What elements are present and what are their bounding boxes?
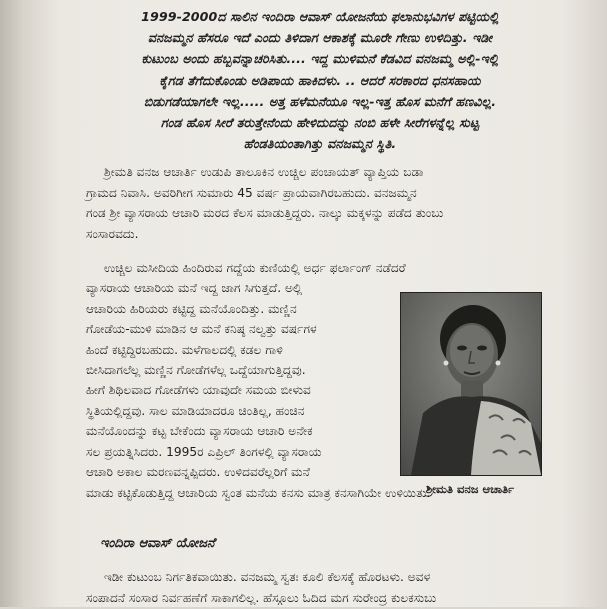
paragraph-1	[86, 162, 554, 244]
intro-line: ಬಿಡುಗಡೆಯಾಗಲೇ ಇಲ್ಲ..... ಅತ್ತ ಹಳೆಮನೆಯೂ ಇಲ್ಲ-ಇತ್ತ ಹೊಸ ಮನೆಗೆ ಹಣವಿಲ್ಲ.	[143, 93, 497, 109]
paragraph-line: ಆಚಾರಿಯ ಹಿರಿಯರು ಕಟ್ಟಿದ್ದ ಮನೆಯೊಂದಿತ್ತು. ಮಣ್ಣಿನ	[86, 301, 297, 316]
paragraph-line: ಗೋಡೆಯ-ಮುಳಿ ಮಾಡಿನ ಆ ಮನೆ ಕನಿಷ್ಠ ನಲ್ವತ್ತು ವರ್ಷಗಳ	[86, 322, 317, 337]
paragraph-line: ಬೀಸಿದಾಗಲೆಲ್ಲ ಮಣ್ಣಿನ ಗೋಡೆಗಳೆಲ್ಲ ಒದ್ದೆಯಾಗುತ್ತಿದ್ದವು.	[86, 363, 306, 378]
paragraph-line: ಮನೆಯೊಂದನ್ನು ಕಟ್ಟ ಬೇಕೆಂದು ವ್ಯಾಸರಾಯ ಆಚಾರಿ ಅನೇಕ	[86, 424, 313, 439]
portrait-figure	[400, 292, 540, 504]
intro-line: 1999-2000ದ ಸಾಲಿನ ಇಂದಿರಾ ಆವಾಸ್ ಯೋಜನೆಯ ಫಲಾನುಭವಿಗಳ ಪಟ್ಟಿಯಲ್ಲಿ	[141, 9, 499, 24]
intro-line: ಕೈಗಡ ತೆಗೆದುಕೊಂಡು ಅಡಿಪಾಯ ಹಾಕಿದಳು. .. ಆದರೆ ಸರಕಾರದ ಧನಸಹಾಯ	[159, 72, 481, 88]
portrait-image	[401, 293, 541, 475]
paragraph-line: ಸಂಪಾದನೆ ಸಂಸಾರ ನಿರ್ವಹಣೆಗೆ ಸಾಕಾಗಲಿಲ್ಲ. ಹೆಸ್ಗೂಲು ಓದಿದ ಮಗ ಸುರೇಂದ್ರ ಕುಲಕಸುಬು	[86, 591, 437, 605]
portrait-photo	[400, 292, 542, 476]
intro-line: ಗಂಡ ಹೊಸ ಸೀರೆ ತರುತ್ತೇನೆಂದು ಹೇಳಿದುದನ್ನು ನಂಬಿ ಹಳೇ ಸೀರೆಗಳನ್ನೆಲ್ಲ ಸುಟ್ಟ	[160, 115, 480, 131]
intro-summary	[86, 6, 554, 154]
portrait-caption: ಶ್ರೀಮತಿ ವನಜ ಆಚಾರ್ತಿ	[425, 482, 515, 496]
paragraph-line: ಮಾಡು ಕಟ್ಟಿಕೊಡುತ್ತಿದ್ದ ಆಚಾರಿಯ ಸ್ವಂತ ಮನೆಯ ಕನಸು ಮಾತ್ರ ಕನಸಾಗಿಯೇ ಉಳಿಯಿತು.	[86, 485, 431, 500]
intro-line: ವನಜಮ್ಮನ ಹೆಸರೂ ಇದೆ ಎಂದು ತಿಳಿದಾಗ ಆಕಾಶಕ್ಕೆ ಮೂರೇ ಗೇಣು ಉಳಿದಿತ್ತು. ಇಡೀ	[147, 30, 493, 46]
paragraph-line: ಗ್ರಾಮದ ನಿವಾಸಿ. ಅವರಿಗೀಗ ಸುಮಾರು 45 ವರ್ಷ ಪ್ರಾಯವಾಗಿರಬಹುದು. ವನಜಮ್ಮನ	[86, 185, 417, 200]
paragraph-line: ಸ್ಥಿತಿಯಲ್ಲಿದ್ದವು. ಸಾಲ ಮಾಡಿಯಾದರೂ ಚಿಂತಿಲ್ಲ, ಹಂಚಿನ	[86, 403, 305, 418]
paragraph-line: ಶ್ರೀಮತಿ ವನಜ ಆಚಾರ್ತಿ ಉಡುಪಿ ತಾಲೂಕಿನ ಉಚ್ಚಿಲ ಪಂಚಾಯತ್ ವ್ಯಾಪ್ತಿಯ ಬಡಾ	[104, 165, 424, 180]
paragraph-line: ವ್ಯಾಸರಾಯ ಆಚಾರಿಯ ಮನೆ ಇದ್ದ ಜಾಗ ಸಿಗುತ್ತದೆ. ಅಲ್ಲಿ	[86, 281, 303, 296]
paragraph-line: ಇಡೀ ಕುಟುಂಬ ನಿರ್ಗತಿಕವಾಯಿತು. ವನಜಮ್ಮ ಸ್ವತಃ ಕೂಲಿ ಕೆಲಸಕ್ಕೆ ಹೊರಟಳು. ಅವಳ	[104, 570, 431, 584]
paragraph-line: ಹಿಂದೆ ಕಟ್ಟಿದ್ದಿರಬಹುದು. ಮಳೆಗಾಲದಲ್ಲಿ ಕಡಲ ಗಾಳಿ	[86, 342, 283, 357]
paragraph-line: ಆಚಾರಿ ಅಕಾಲ ಮರಣವನ್ನಪ್ಪಿದರು. ಉಳಿದವರೆಲ್ಲರಿಗೆ ಮನೆ	[86, 465, 310, 480]
page-content	[86, 6, 554, 503]
paragraph-line: ಸಲ ಪ್ರಯತ್ನಿಸಿದರು. 1995ರ ಎಪ್ರಿಲ್ ತಿಂಗಳಲ್ಲಿ ವ್ಯಾಸರಾಯ	[86, 444, 322, 459]
paragraph-line: ಗಂಡ ಶ್ರೀ ವ್ಯಾಸರಾಯ ಆಚಾರಿ ಮರದ ಕೆಲಸ ಮಾಡುತ್ತಿದ್ದರು. ನಾಲ್ಕು ಮಕ್ಕಳನ್ನು ಪಡೆದ ತುಂಬು	[86, 206, 444, 221]
intro-line: ಹೆಂಡತಿಯಂತಾಗಿತ್ತು ವನಜಮ್ಮನ ಸ್ಥಿತಿ.	[243, 136, 397, 152]
paragraph-line: ಸಂಸಾರವದು.	[86, 226, 139, 241]
paragraph-line: ಉಚ್ಚಿಲ ಮಸೀದಿಯ ಹಿಂದಿರುವ ಗದ್ದೆಯ ಕುಣಿಯಲ್ಲಿ ಅರ್ಧ ಫರ್ಲಾಂಗ್ ನಡೆದರೆ	[104, 261, 406, 276]
paragraph-line: ಹೀಗೆ ಶಿಥಿಲವಾದ ಗೋಡೆಗಳು ಯಾವುದೇ ಸಮಯ ಬೀಳುವ	[86, 383, 311, 398]
section-heading: ಇಂದಿರಾ ಆವಾಸ್ ಯೋಜನೆ	[100, 536, 215, 551]
paragraph-3	[86, 567, 554, 609]
intro-line: ಕುಟುಂಬ ಅಂದು ಹಬ್ಬವನ್ನಾಚರಿಸಿತು.... ಇದ್ದ ಮುಳಿಮನೆ ಕೆಡವಿದ ವನಜಮ್ಮ ಅಲ್ಲಿ-ಇಲ್ಲಿ	[141, 51, 499, 67]
